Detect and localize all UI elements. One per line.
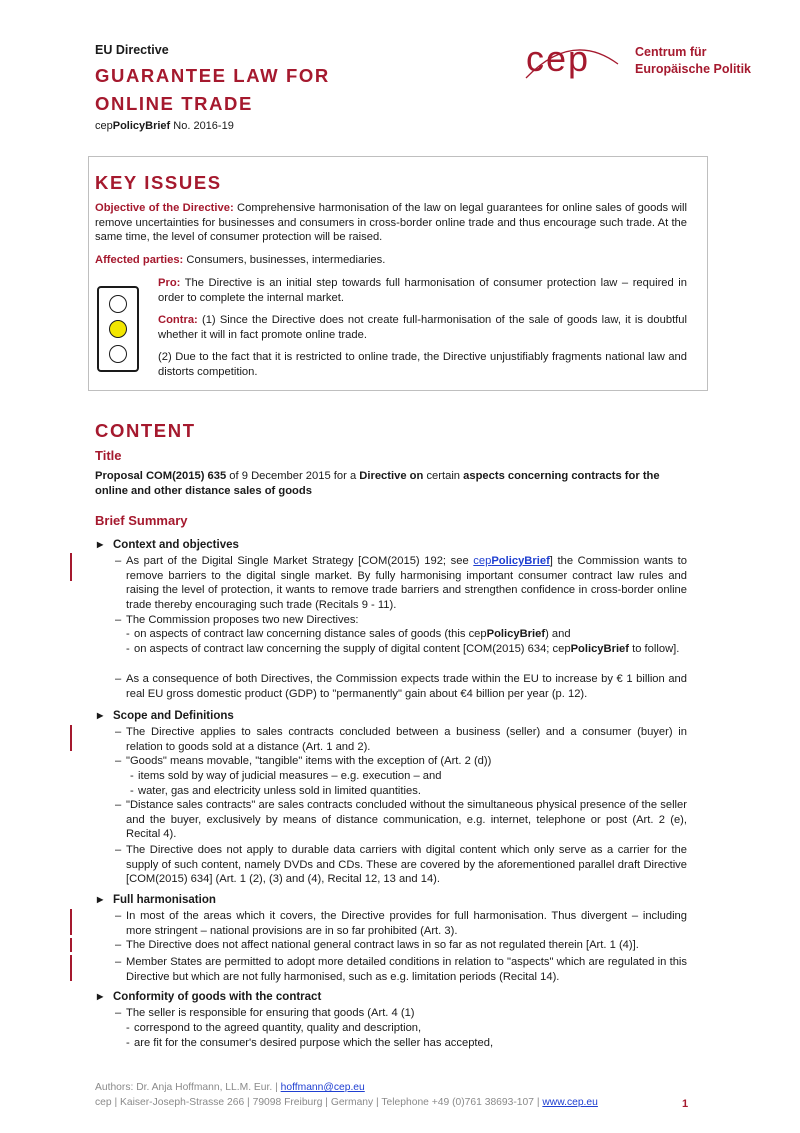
sub-list-item: - correspond to the agreed quantity, quality and description, — [126, 1022, 422, 1034]
change-marker — [70, 725, 72, 751]
pro-paragraph: Pro: The Directive is an initial step towards full harmonisation of consumer protection law – required in order to complete the internal market. — [158, 277, 687, 304]
document-title-line2: ONLINE TRADE — [95, 93, 253, 114]
author-email-link[interactable]: hoffmann@cep.eu — [280, 1082, 365, 1093]
document-title-line1: GUARANTEE LAW FOR — [95, 65, 330, 86]
change-marker — [70, 955, 72, 981]
contra-paragraph: Contra: (1) Since the Directive does not create full-harmonisation of the sale of goods law, it is doubtful whether it will in fact promote online trade. — [158, 314, 687, 341]
cep-logo: cep — [526, 38, 591, 79]
website-link[interactable]: www.cep.eu — [542, 1097, 598, 1108]
brief-summary-heading: Brief Summary — [95, 513, 188, 528]
sub-list-item: - are fit for the consumer's desired purpose which the seller has accepted, — [126, 1037, 494, 1049]
section-scope-definitions: ▶ Scope and Definitions — [97, 710, 234, 722]
sub-list-item: - on aspects of contract law concerning distance sales of goods (this cepPolicyBrief) and — [126, 628, 571, 640]
objective-paragraph: Objective of the Directive: Comprehensive harmonisation of the law on legal guarantees for online sales of goods will remove uncertainties for businesses and consumers in cross-border online trade and thus encourage such trade. At the same time, the level of consumer protection will be raised. — [95, 202, 687, 243]
traffic-light-bottom — [109, 345, 127, 363]
list-item: – The Directive does not affect national general contract laws in so far as not regulated therein [Art. 1 (4)]. — [115, 939, 639, 951]
list-item: – As part of the Digital Single Market Strategy [COM(2015) 192; see cepPolicyBrief] the Commission wants to remove barriers to the digital single market. By fully harmonising important consumer contract law rules and raising the level of protection, it wants to remove trade barriers and strengthen confidence in cross-border online trade thereby encouraging such trade (Recitals 9 - 11). — [115, 555, 687, 611]
change-marker — [70, 938, 72, 952]
footer-authors: Authors: Dr. Anja Hoffmann, LL.M. Eur. | hoffmann@cep.eu — [95, 1082, 365, 1093]
sub-list-item: - items sold by way of judicial measures – e.g. execution – and — [130, 770, 442, 782]
affected-parties-paragraph: Affected parties: Consumers, businesses, intermediaries. — [95, 254, 386, 266]
list-item: – In most of the areas which it covers, the Directive provides for full harmonisation. Thus divergent – including more stringent – national provisions are in so far prohibited (Art. 3). — [115, 910, 687, 937]
traffic-light-icon — [97, 286, 139, 372]
list-item: – "Goods" means movable, "tangible" items with the exception of (Art. 2 (d)) — [115, 755, 492, 767]
proposal-title: Proposal COM(2015) 635 of 9 December 2015 for a Directive on certain aspects concerning contracts for the online and other distance sales of goods — [95, 470, 660, 497]
key-issues-heading: KEY ISSUES — [95, 172, 222, 193]
section-full-harmonisation: ▶ Full harmonisation — [97, 894, 216, 906]
document-type: EU Directive — [95, 43, 169, 57]
traffic-light-top — [109, 295, 127, 313]
list-item: – The Directive does not apply to durable data carriers with digital content which only serve as a carrier for the supply of such content, namely DVDs and CDs. These are covered by the aforementioned parallel draft Directive [COM(2015) 634] (Art. 1 (2), (3) and (4), Recital 12, 13 and 14). — [115, 844, 687, 885]
brief-number: cepPolicyBrief No. 2016-19 — [95, 120, 234, 132]
list-item: – "Distance sales contracts" are sales contracts concluded without the simultaneous physical presence of the seller and the buyer, exclusively by means of distance communication, e.g. internet, telephone or post (Art. 2 (e), Recital 4). — [115, 799, 687, 840]
contra-second-paragraph: (2) Due to the fact that it is restricted to online trade, the Directive unjustifiably fragments national law and distorts competition. — [158, 351, 687, 378]
footer-address: cep | Kaiser-Joseph-Strasse 266 | 79098 Freiburg | Germany | Telephone +49 (0)761 38693-107 | www.cep.eu — [95, 1097, 598, 1108]
list-item: – Member States are permitted to adopt more detailed conditions in relation to "aspects" which are regulated in this Directive but which are not fully harmonised, such as e.g. limitation periods (Recital 14). — [115, 956, 687, 983]
sub-list-item: - water, gas and electricity unless sold in limited quantities. — [130, 785, 421, 797]
traffic-light-middle-yellow — [109, 320, 127, 338]
logo-organisation-name: Centrum für Europäische Politik — [635, 45, 752, 76]
change-marker — [70, 909, 72, 935]
list-item: – The Commission proposes two new Directives: — [115, 614, 359, 626]
title-heading: Title — [95, 448, 122, 463]
list-item: – The seller is responsible for ensuring that goods (Art. 4 (1) — [115, 1007, 415, 1019]
change-marker — [70, 553, 72, 581]
section-conformity-of-goods: ▶ Conformity of goods with the contract — [97, 991, 322, 1003]
content-heading: CONTENT — [95, 420, 196, 441]
policybrief-link[interactable]: cepPolicyBrief — [473, 555, 550, 567]
section-context-objectives: ▶ Context and objectives — [97, 539, 239, 551]
list-item: – The Directive applies to sales contracts concluded between a business (seller) and a consumer (buyer) in relation to goods sold at a distance (Art. 1 and 2). — [115, 726, 687, 753]
list-item: – As a consequence of both Directives, the Commission expects trade within the EU to increase by € 1 billion and real EU gross domestic product (GDP) to "permanently" gain about €4 billion per year (p. 12). — [115, 673, 687, 700]
page-number: 1 — [682, 1098, 689, 1110]
sub-list-item: - on aspects of contract law concerning the supply of digital content [COM(2015) 634; cepPolicyBrief to follow]. — [126, 643, 680, 655]
